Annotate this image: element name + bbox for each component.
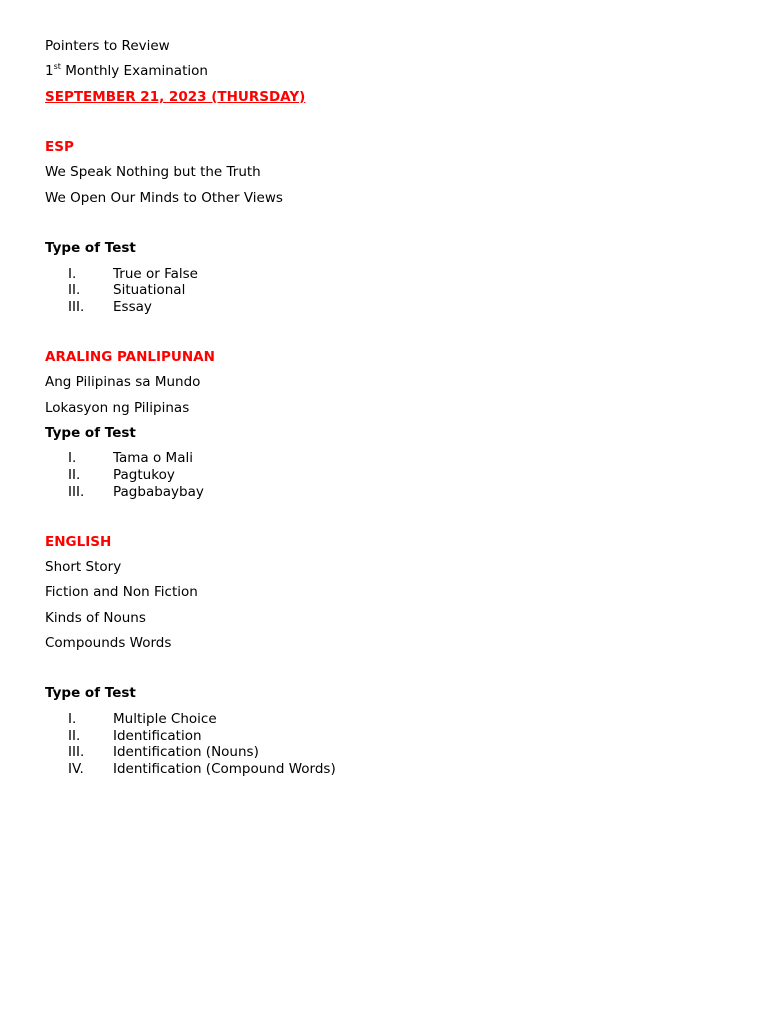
list-item: [45, 761, 725, 778]
exam-date: SEPTEMBER 21, 2023 (THURSDAY): [45, 88, 306, 105]
document-page: [45, 38, 725, 778]
list-item: [45, 299, 725, 316]
test-type-heading: Type of Test: [45, 424, 136, 441]
list-number: I.: [68, 710, 77, 727]
exam-label: [45, 63, 725, 88]
list-label: Identification (Nouns): [113, 744, 259, 761]
document-title: Pointers to Review: [45, 38, 170, 54]
topic-item: Compounds Words: [45, 634, 172, 651]
list-number: III.: [68, 483, 85, 500]
list-number: I.: [68, 265, 77, 282]
topic-item: We Speak Nothing but the Truth: [45, 164, 261, 181]
test-type-heading: Type of Test: [45, 685, 136, 702]
topic-item: Lokasyon ng Pilipinas: [45, 399, 190, 416]
list-label: Multiple Choice: [113, 710, 217, 727]
list-label: Tama o Mali: [113, 450, 193, 467]
exam-number: 1: [45, 63, 54, 80]
topic-item: Short Story: [45, 558, 122, 575]
section-heading-english: ENGLISH: [45, 533, 112, 550]
list-number: III.: [68, 299, 85, 316]
list-item: [45, 282, 725, 299]
topic-item: Kinds of Nouns: [45, 609, 146, 626]
topic-item: Fiction and Non Fiction: [45, 584, 198, 601]
exam-name: Monthly Examination: [65, 63, 208, 80]
list-item: [45, 728, 725, 745]
list-number: II.: [68, 727, 81, 744]
list-label: Essay: [113, 299, 152, 316]
exam-ordinal-suffix: st: [53, 61, 61, 71]
test-type-heading: Type of Test: [45, 240, 136, 257]
list-label: Situational: [113, 282, 186, 299]
list-item: [45, 484, 725, 501]
list-item: [45, 266, 725, 283]
list-number: II.: [68, 282, 81, 299]
list-label: Identification (Compound Words): [113, 761, 336, 778]
list-number: I.: [68, 450, 77, 467]
list-label: Pagbabaybay: [113, 483, 204, 500]
test-type-list-ap: [45, 450, 725, 500]
list-number: IV.: [68, 761, 84, 778]
spacer: [45, 501, 725, 534]
list-label: True or False: [113, 265, 198, 282]
section-heading-esp: ESP: [45, 139, 74, 156]
list-item: [45, 467, 725, 484]
list-number: III.: [68, 744, 85, 761]
topic-item: Ang Pilipinas sa Mundo: [45, 374, 201, 391]
list-number: II.: [68, 467, 81, 484]
test-type-list-english: [45, 711, 725, 778]
test-type-list-esp: [45, 266, 725, 316]
spacer: [45, 114, 725, 139]
section-heading-ap: ARALING PANLIPUNAN: [45, 349, 215, 366]
list-label: Pagtukoy: [113, 467, 175, 484]
topic-item: We Open Our Minds to Other Views: [45, 189, 283, 206]
spacer: [45, 316, 725, 349]
spacer: [45, 215, 725, 240]
spacer: [45, 660, 725, 685]
list-item: [45, 744, 725, 761]
list-label: Identification: [113, 727, 202, 744]
list-item: [45, 711, 725, 728]
list-item: [45, 450, 725, 467]
